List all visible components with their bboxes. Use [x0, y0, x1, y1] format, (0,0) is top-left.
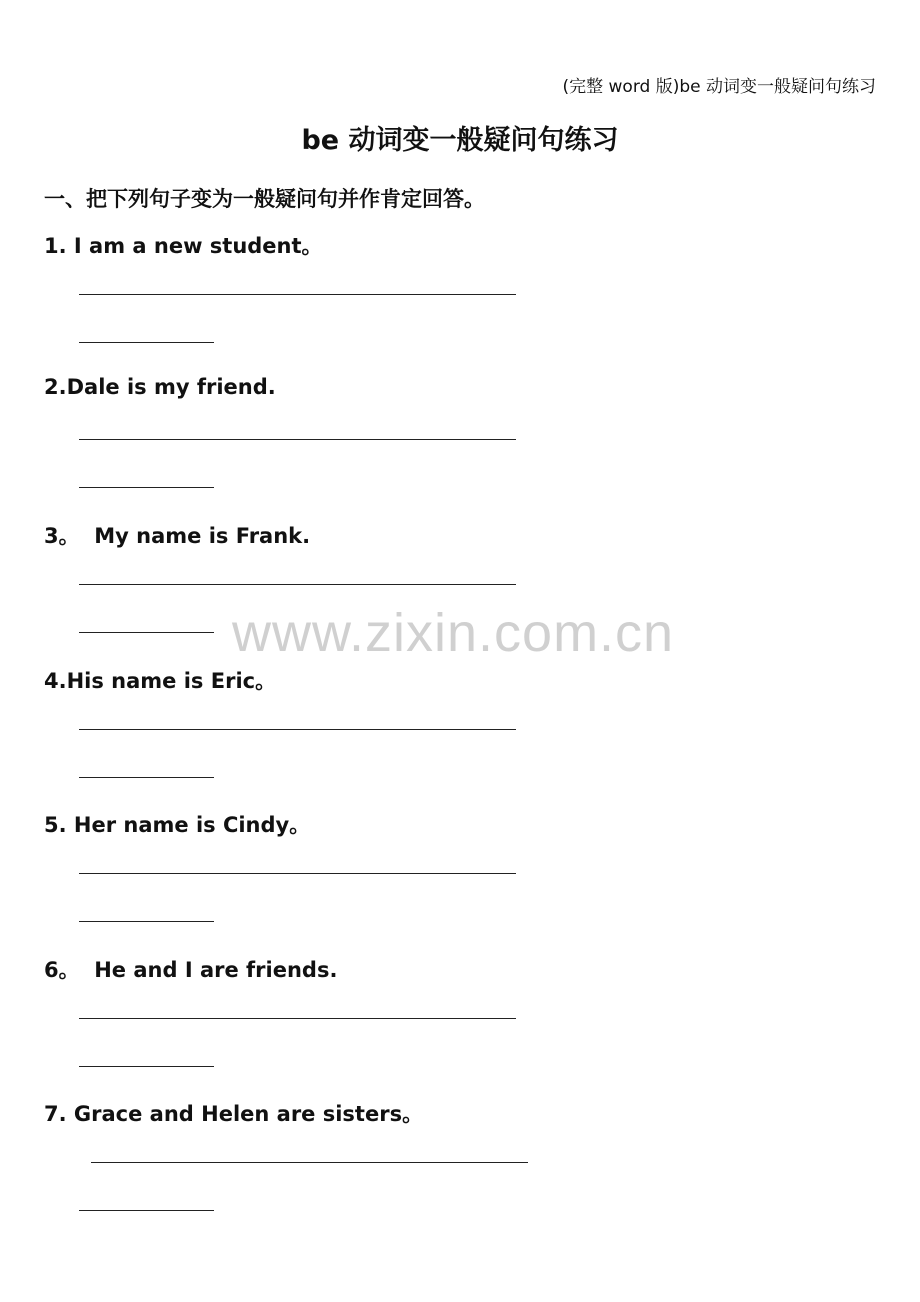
answer-line-response[interactable]	[79, 1210, 214, 1211]
answer-line-question[interactable]	[79, 729, 516, 730]
question-text: 7. Grace and Helen are sisters。	[44, 1102, 424, 1126]
question-text: 2.Dale is my friend.	[44, 375, 276, 399]
answer-line-question[interactable]	[79, 294, 516, 295]
section-heading: 一、把下列句子变为一般疑问句并作肯定回答。	[44, 187, 485, 211]
question-item	[0, 1098, 920, 1243]
question-text: 5. Her name is Cindy。	[44, 813, 311, 837]
question-item	[0, 665, 920, 810]
answer-line-question[interactable]	[79, 439, 516, 440]
question-text: 4.His name is Eric。	[44, 669, 277, 693]
answer-line-response[interactable]	[79, 777, 214, 778]
answer-line-question[interactable]	[79, 873, 516, 874]
answer-line-response[interactable]	[79, 487, 214, 488]
answer-line-response[interactable]	[79, 342, 214, 343]
question-text: 3。 My name is Frank.	[44, 524, 311, 548]
watermark: www.zixin.com.cn	[232, 603, 675, 663]
answer-line-question[interactable]	[79, 1018, 516, 1019]
answer-line-question[interactable]	[91, 1162, 528, 1163]
page-title: be 动词变一般疑问句练习	[301, 125, 619, 156]
question-item	[0, 954, 920, 1099]
question-item	[0, 809, 920, 954]
question-item	[0, 375, 920, 520]
question-item	[0, 230, 920, 375]
answer-line-response[interactable]	[79, 1066, 214, 1067]
question-text: 6。 He and I are friends.	[44, 958, 338, 982]
answer-line-response[interactable]	[79, 632, 214, 633]
answer-line-response[interactable]	[79, 921, 214, 922]
question-text: 1. I am a new student。	[44, 234, 323, 258]
document-header: (完整 word 版)be 动词变一般疑问句练习	[562, 77, 876, 97]
answer-line-question[interactable]	[79, 584, 516, 585]
